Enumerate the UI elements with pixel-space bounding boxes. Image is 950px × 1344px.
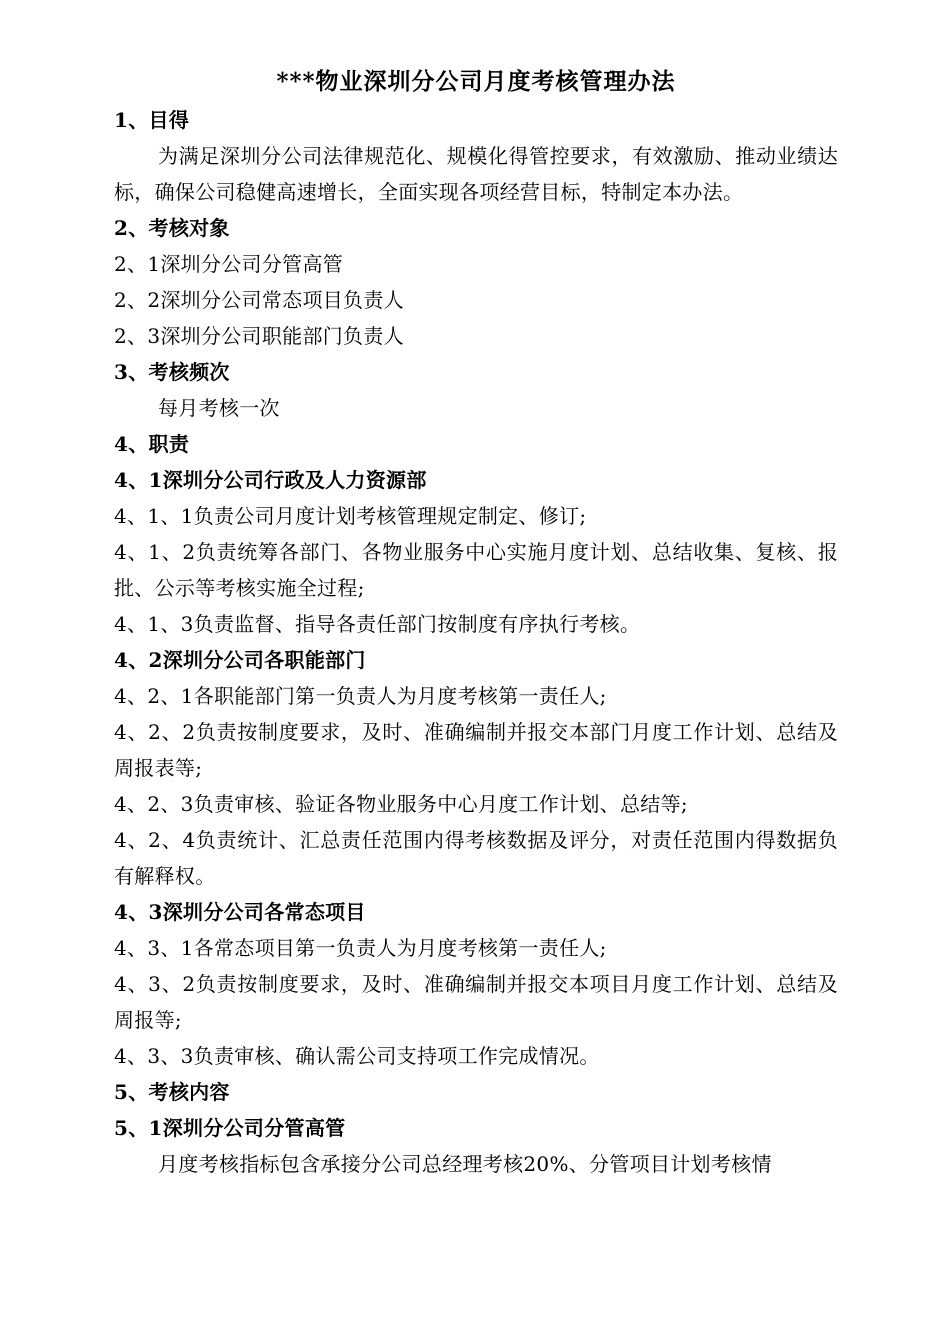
list-item: 4、2、2负责按制度要求，及时、准确编制并报交本部门月度工作计划、总结及周报表等; [114, 720, 838, 780]
list-item: 4、2、1各职能部门第一负责人为月度考核第一责任人; [114, 684, 607, 708]
list-item: 2、2深圳分公司常态项目负责人 [114, 288, 404, 312]
list-item: 4、3、3负责审核、确认需公司支持项工作完成情况。 [114, 1044, 600, 1068]
list-item: 2、1深圳分公司分管高管 [114, 252, 344, 276]
section-heading: 4、3深圳分公司各常态项目 [114, 900, 366, 924]
section-heading: 2、考核对象 [114, 216, 230, 240]
paragraph: 月度考核指标包含承接分公司总经理考核20%、分管项目计划考核情 [158, 1152, 772, 1176]
section-heading: 4、2深圳分公司各职能部门 [114, 648, 366, 672]
list-item: 4、1、2负责统筹各部门、各物业服务中心实施月度计划、总结收集、复核、报批、公示等考核实施全过程; [114, 540, 838, 600]
document-body [114, 102, 838, 1182]
list-item: 4、1、1负责公司月度计划考核管理规定制定、修订; [114, 504, 587, 528]
list-item: 4、2、3负责审核、验证各物业服务中心月度工作计划、总结等; [114, 792, 688, 816]
document-page [114, 64, 838, 1182]
document-title: ***物业深圳分公司月度考核管理办法 [276, 68, 676, 95]
list-item: 4、1、3负责监督、指导各责任部门按制度有序执行考核。 [114, 612, 641, 636]
paragraph: 为满足深圳分公司法律规范化、规模化得管控要求，有效激励、推动业绩达标，确保公司稳健高速增长，全面实现各项经营目标，特制定本办法。 [114, 144, 838, 204]
list-item: 2、3深圳分公司职能部门负责人 [114, 324, 404, 348]
list-item: 4、3、1各常态项目第一负责人为月度考核第一责任人; [114, 936, 607, 960]
section-heading: 4、1深圳分公司行政及人力资源部 [114, 468, 427, 492]
section-heading: 5、1深圳分公司分管高管 [114, 1116, 346, 1140]
list-item: 4、3、2负责按制度要求，及时、准确编制并报交本项目月度工作计划、总结及周报等; [114, 972, 838, 1032]
paragraph: 每月考核一次 [158, 396, 280, 420]
section-heading: 4、职责 [114, 432, 190, 456]
list-item: 4、2、4负责统计、汇总责任范围内得考核数据及评分，对责任范围内得数据负有解释权。 [114, 828, 838, 888]
section-heading: 1、目得 [114, 108, 190, 132]
section-heading: 5、考核内容 [114, 1080, 230, 1104]
section-heading: 3、考核频次 [114, 360, 230, 384]
